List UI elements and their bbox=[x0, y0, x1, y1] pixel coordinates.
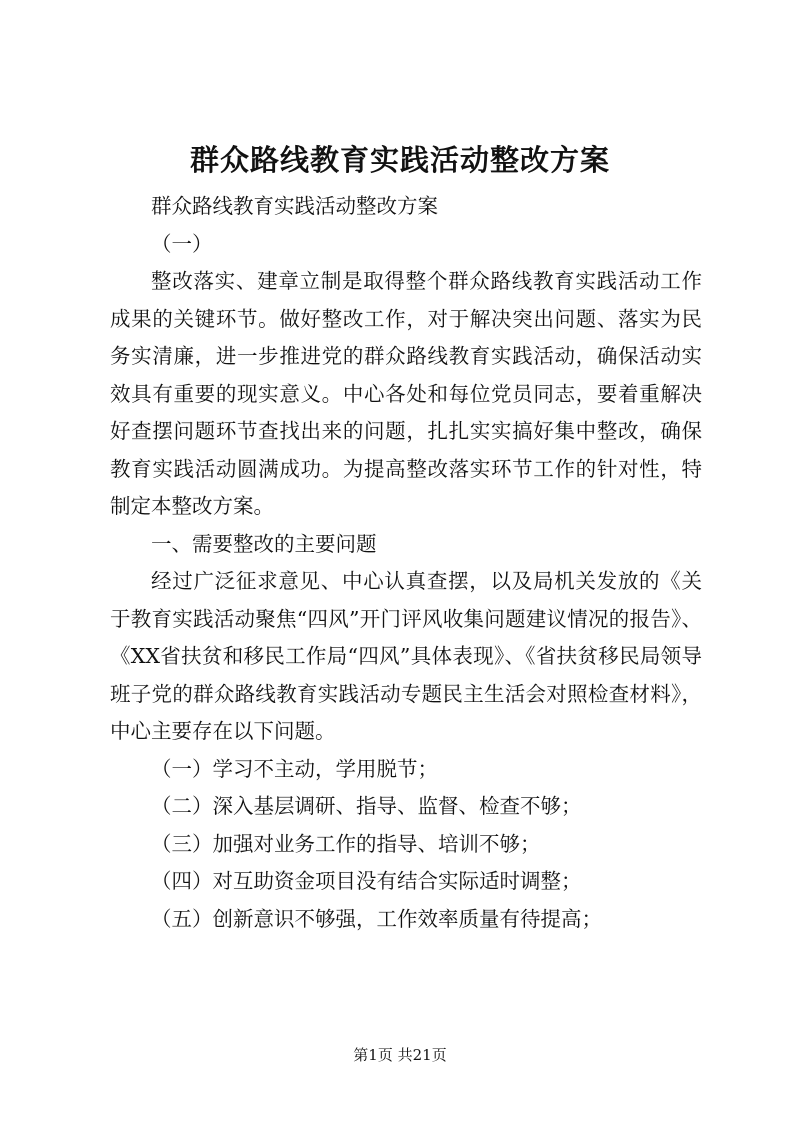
section-heading: 一、需要整改的主要问题 bbox=[151, 531, 377, 556]
problem-item: （五）创新意识不够强，工作效率质量有待提高； bbox=[151, 906, 602, 931]
problem-item: （三）加强对业务工作的指导、培训不够； bbox=[151, 831, 541, 856]
document-body bbox=[110, 188, 702, 938]
problem-item: （二）深入基层调研、指导、监督、检查不够； bbox=[151, 794, 582, 818]
subtitle-paragraph: 群众路线教育实践活动整改方案 bbox=[151, 194, 438, 218]
intro-paragraph: 整改落实、建章立制是取得整个群众路线教育实践活动工作成果的关键环节。做好整改工作，对于解决突出问题、落实为民务实清廉，进一步推进党的群众路线教育实践活动，确保活动实效具有重要的现实意义。中心各处和每位党员同志，要着重解决好查摆问题环节查找出来的问题，扎扎实实搞好集中整改，确保教育实践活动圆满成功。为提高整改落实环节工作的针对性，特制定本整改方案。 bbox=[110, 269, 702, 518]
section-marker: （一） bbox=[151, 231, 213, 256]
page-footer: 第1页 共21页 bbox=[353, 1046, 447, 1064]
problems-intro-paragraph: 经过广泛征求意见、中心认真查摆，以及局机关发放的《关于教育实践活动聚焦“四风”开门评风收集问题建议情况的报告》、《XX省扶贫和移民工作局“四风”具体表现》、《省扶贫移民局领导班子党的群众路线教育实践活动专题民主生活会对照检查材料》，中心主要存在以下问题。 bbox=[110, 569, 702, 743]
problem-item: （一）学习不主动，学用脱节； bbox=[151, 756, 438, 781]
problem-item: （四）对互助资金项目没有结合实际适时调整； bbox=[151, 869, 582, 893]
page-title: 群众路线教育实践活动整改方案 bbox=[189, 143, 610, 177]
